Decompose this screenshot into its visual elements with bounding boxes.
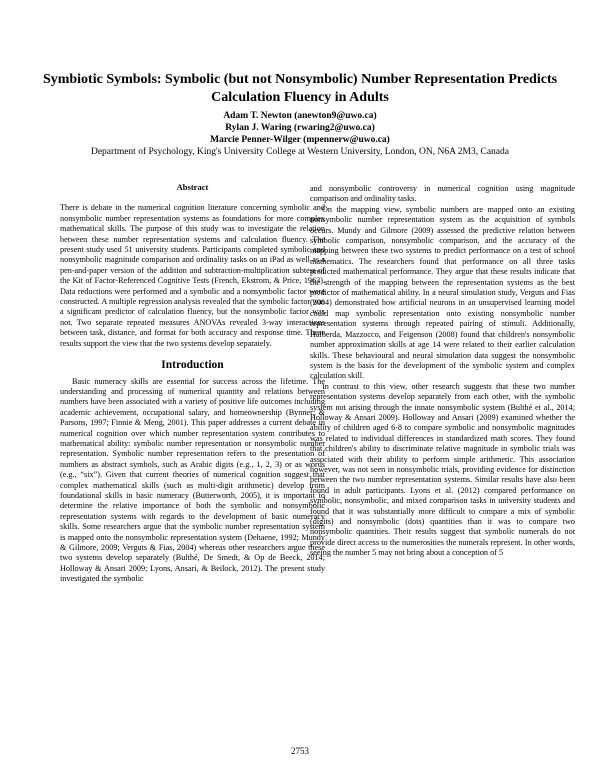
author-name: Rylan J. Waring (rwaring2@uwo.ca) <box>225 123 375 133</box>
author-name: Marcie Penner-Wilger (mpennerw@uwo.ca) <box>210 135 390 145</box>
left-column <box>60 182 325 585</box>
abstract-heading: Abstract <box>176 182 209 192</box>
author-block <box>20 110 580 158</box>
right-column <box>310 184 575 559</box>
body-paragraph: and nonsymbolic controversy in numerical cognition using magnitude comparison and ordinality tasks. <box>310 184 575 204</box>
body-paragraph: In contrast to this view, other research suggests that these two number representation systems develop separately from each other, with the symbolic system not arising through the innate nonsymbolic system (Bulthé et al., 2014; Holloway & Ansari 2009). Holloway and Ansari (2009) examined whether the ability of children aged 6-8 to compare symbolic and nonsymbolic magnitudes was related to individual differences in standardized math scores. They found that children's ability to discriminate relative magnitude in symbolic trials was associated with their ability to perform simple arithmetic. This association however, was not seen in nonsymbolic trials, providing evidence for distinction between the two number representation systems. Similar results have also been found in adult participants. Lyons et al. (2012) compared performance on symbolic, nonsymbolic, and mixed comparison tasks in university students and found that it was substantially more difficult to compare a mix of symbolic (digits) and nonsymbolic (dots) quantities than it was to compare two nonsymbolic quantities. Their results suggest that symbolic numerals do not provide direct access to the numerosities the numerals represent. In other words, seeing the number 5 may not bring about a conception of 5 <box>310 381 575 558</box>
intro-paragraph: Basic numeracy skills are essential for success across the lifetime. The understanding and processing of numerical quantity and relations between numbers have been associated with a variety of positive life outcomes including academic achievement, occupational salary, and homeownership (Bynner, & Parsons, 1997; Finnie & Meng, 2001). This paper addresses a current debate in numerical cognition over which number representation system contributes to mathematical ability: symbolic number representation or nonsymbolic number representation. Symbolic number representation refers to the presentation of numbers as abstract symbols, such as Arabic digits (e.g., 1, 2, 3) or as words (e.g., “six”). Given that current theories of numerical cognition suggest that complex mathematical skills (such as multi-digit arithmetic) develop from foundational skills in basic numeracy (Butterworth, 2005), it is important to determine the relative importance of both the symbolic and nonsymbolic representation systems with regards to the development of basic numeracy skills. Some researchers argue that the symbolic number representation system is mapped onto the nonsymbolic representation system (Dehaene, 1992; Mundy & Gilmore, 2009; Verguts & Fias, 2004) whereas other researchers argue these two systems develop separately (Bulthé, De Smedt, & Op de Beeck, 2014; Holloway & Ansari 2009; Lyons, Ansari, & Beilock, 2012). The present study investigated the symbolic <box>60 376 325 584</box>
body-paragraph: On the mapping view, symbolic numbers are mapped onto an existing nonsymbolic number representation system as the acquisition of symbols occurs. Mundy and Gilmore (2009) assessed the predictive relation between symbolic comparison, nonsymbolic comparison, and the accuracy of the mapping between these two systems to predict performance on a test of school mathematics. The researchers found that performance on all three tasks predicted mathematical performance. They argue that these results indicate that the strength of the mapping between the representation systems as the best predictor of mathematical ability. In a neural simulation study, Verguts and Fias (2004) demonstrated how artificial neurons in an unsupervised learning model could map symbolic representation onto existing nonsymbolic number representation systems through repeated pairing of stimuli. Additionally, Halberda, Mazzocco, and Feigenson (2008) found that children's nonsymbolic number approximation skills at age 14 were related to their earlier calculation skills. These behavioural and neural simulation data suggest the nonsymbolic system is the basis for the development of the symbolic system and complex calculation skill. <box>310 204 575 381</box>
affiliation: Department of Psychology, King's University College at Western University, London, ON, N6A 2M3, Canada <box>90 147 509 157</box>
page-number: 2753 <box>291 746 309 756</box>
introduction-heading: Introduction <box>161 359 224 372</box>
author-name: Adam T. Newton (anewton9@uwo.ca) <box>223 111 377 121</box>
abstract-text: There is debate in the numerical cognition literature concerning symbolic and nonsymbolic number representation systems as foundations for more complex mathematical skills. The purpose of this study was to investigate the relation between these number representation systems and calculation fluency. The present study used 51 university students. Participants completed symbolic and nonsymbolic magnitude comparison and ordinality tasks on an iPad as well as a pen-and-paper version of the addition and subtraction-multiplication subtest of the Kit of Factor-Referenced Cognitive Tests (French, Ekstrom, & Price, 1963). Data reductions were performed and a symbolic and a nonsymbolic factor were constructed. A multiple regression analysis revealed that the symbolic factor was a significant predictor of calculation fluency, but the nonsymbolic factor was not. Two separate repeated measures ANOVAs revealed 3-way interactions between task, distance, and format for both accuracy and response time. These results support the view that the two systems develop separately. <box>60 203 325 348</box>
paper-title: Symbiotic Symbols: Symbolic (but not Nonsymbolic) Number Representation Predicts Calculation Fluency in Adults <box>42 72 558 105</box>
